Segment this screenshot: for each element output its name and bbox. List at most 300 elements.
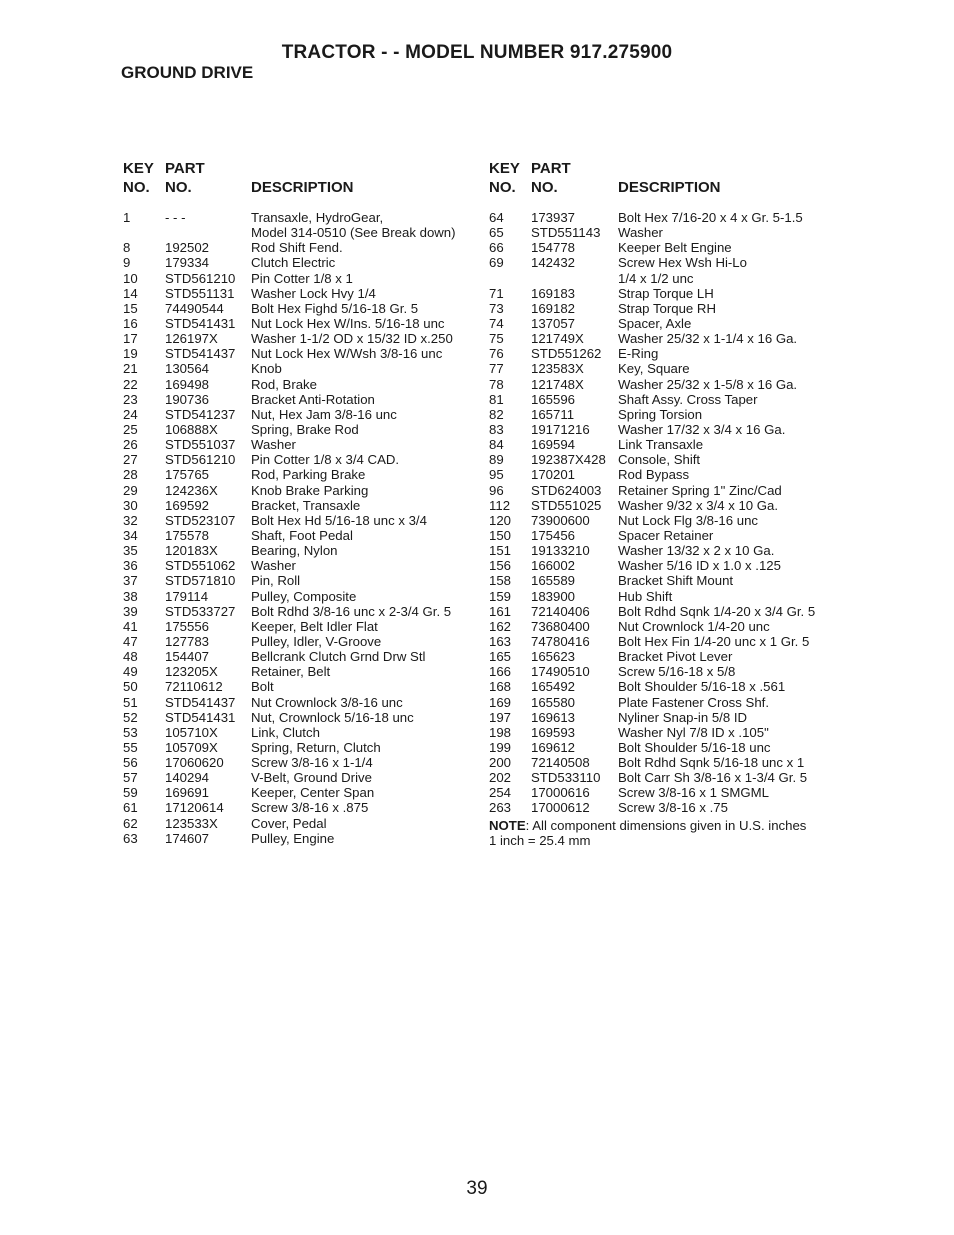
description: Washer xyxy=(251,437,296,453)
table-row xyxy=(123,558,473,573)
description: Screw 5/16-18 x 5/8 xyxy=(618,664,736,680)
key-number: 158 xyxy=(489,573,512,589)
table-row xyxy=(489,573,839,588)
description: Knob xyxy=(251,361,282,377)
key-number: 75 xyxy=(489,331,504,347)
description: Key, Square xyxy=(618,361,690,377)
part-number: STD571810 xyxy=(165,573,236,589)
table-row xyxy=(123,543,473,558)
key-number: 19 xyxy=(123,346,138,362)
table-row xyxy=(489,346,839,361)
note xyxy=(489,818,839,849)
key-number: 39 xyxy=(123,603,138,619)
table-row xyxy=(489,543,839,558)
key-number: 161 xyxy=(489,603,512,619)
description: Bracket, Transaxle xyxy=(251,497,361,513)
table-row xyxy=(123,679,473,694)
part-number: 165589 xyxy=(531,573,576,589)
description: Strap Torque LH xyxy=(618,285,714,301)
table-row xyxy=(123,437,473,452)
description: Washer 5/16 ID x 1.0 x .125 xyxy=(618,558,781,574)
description: Screw 3/8-16 x 1-1/4 xyxy=(251,755,373,771)
key-header: KEY xyxy=(489,160,520,177)
description: Strap Torque RH xyxy=(618,300,716,316)
description: Link Transaxle xyxy=(618,437,704,453)
description: Bellcrank Clutch Grnd Drw Stl xyxy=(251,649,426,665)
table-row xyxy=(123,392,473,407)
key-number: 200 xyxy=(489,755,512,771)
table-row xyxy=(489,800,839,815)
key-number: 84 xyxy=(489,437,504,453)
table-row xyxy=(123,210,473,225)
description: Bolt Shoulder 5/16-18 unc xyxy=(618,739,771,755)
key-number: 22 xyxy=(123,376,138,392)
description: Bolt Rdhd Sqnk 1/4-20 x 3/4 Gr. 5 xyxy=(618,603,816,619)
table-row xyxy=(123,240,473,255)
key-number: 57 xyxy=(123,770,138,786)
description: 1/4 x 1/2 unc xyxy=(618,270,694,286)
key-number: 36 xyxy=(123,558,138,574)
part-number: 126197X xyxy=(165,331,218,347)
description: Console, Shift xyxy=(618,452,701,468)
key-no-header: NO. xyxy=(123,179,150,196)
key-number: 34 xyxy=(123,527,138,543)
table-row xyxy=(489,210,839,225)
key-number: 37 xyxy=(123,573,138,589)
key-number: 263 xyxy=(489,800,512,816)
part-number: - - - xyxy=(165,210,186,225)
part-number: STD551131 xyxy=(165,285,235,301)
key-number: 16 xyxy=(123,315,138,331)
part-number: STD541431 xyxy=(165,315,236,331)
description: Washer Nyl 7/8 ID x .105" xyxy=(618,724,769,740)
table-row xyxy=(123,664,473,679)
table-row xyxy=(489,649,839,664)
description: Spring, Brake Rod xyxy=(251,421,359,437)
part-number: STD551143 xyxy=(531,225,601,241)
description: Retainer Spring 1" Zinc/Cad xyxy=(618,482,782,498)
section-title: GROUND DRIVE xyxy=(121,63,254,82)
description: Bracket Anti-Rotation xyxy=(251,391,375,407)
description: Washer 17/32 x 3/4 x 16 Ga. xyxy=(618,421,786,437)
description: Nut Lock Flg 3/8-16 unc xyxy=(618,512,759,528)
description: Model 314-0510 (See Break down) xyxy=(251,225,456,241)
part-header: PART xyxy=(531,160,571,177)
part-number: STD561210 xyxy=(165,452,236,468)
column-headers xyxy=(123,160,473,198)
description: Retainer, Belt xyxy=(251,664,331,680)
key-no-header: NO. xyxy=(489,179,516,196)
table-row xyxy=(123,800,473,815)
part-number: 179114 xyxy=(165,588,209,604)
table-row xyxy=(123,785,473,800)
part-number: STD551062 xyxy=(165,558,236,574)
part-number: 19133210 xyxy=(531,543,590,559)
page-number: 39 xyxy=(466,1178,488,1199)
description: Washer xyxy=(251,558,296,574)
table-row xyxy=(123,573,473,588)
part-number: 192387X428 xyxy=(531,452,606,468)
part-number: 166002 xyxy=(531,558,576,574)
part-number: 154778 xyxy=(531,240,576,256)
description: Bolt Rdhd Sqnk 5/16-18 unc x 1 xyxy=(618,755,805,771)
table-row xyxy=(489,725,839,740)
table-row xyxy=(489,619,839,634)
table-row xyxy=(489,513,839,528)
part-number: 19171216 xyxy=(531,421,590,437)
key-number: 77 xyxy=(489,361,504,377)
part-number: 169613 xyxy=(531,709,576,725)
table-row xyxy=(123,286,473,301)
description: Washer 1-1/2 OD x 15/32 ID x.250 xyxy=(251,331,453,347)
table-row xyxy=(123,695,473,710)
description: Bolt xyxy=(251,679,274,695)
part-number: 165596 xyxy=(531,391,576,407)
key-number: 81 xyxy=(489,391,504,407)
table-row xyxy=(489,452,839,467)
key-number: 168 xyxy=(489,679,512,695)
table-row xyxy=(489,271,839,286)
table-row xyxy=(123,755,473,770)
key-number: 64 xyxy=(489,210,504,225)
part-number: 17490510 xyxy=(531,664,590,680)
description: Spring Torsion xyxy=(618,406,703,422)
table-row xyxy=(123,589,473,604)
part-header: PART xyxy=(165,160,205,177)
table-row xyxy=(489,361,839,376)
key-number: 78 xyxy=(489,376,504,392)
description: Washer 13/32 x 2 x 10 Ga. xyxy=(618,543,775,559)
part-number: 17000616 xyxy=(531,785,590,801)
table-row xyxy=(489,225,839,240)
table-row xyxy=(489,498,839,513)
part-number: 169593 xyxy=(531,724,576,740)
key-number: 52 xyxy=(123,709,138,725)
part-number: STD533727 xyxy=(165,603,236,619)
table-row xyxy=(489,634,839,649)
part-no-header: NO. xyxy=(531,179,558,196)
part-number: 174607 xyxy=(165,830,210,846)
part-number: 72110612 xyxy=(165,679,223,695)
part-number: STD541237 xyxy=(165,406,236,422)
table-row xyxy=(489,437,839,452)
part-number: STD533110 xyxy=(531,770,601,786)
table-row xyxy=(123,740,473,755)
key-number: 47 xyxy=(123,633,138,649)
key-number: 48 xyxy=(123,649,138,665)
key-number: 32 xyxy=(123,512,138,528)
parts-rows xyxy=(123,210,473,846)
part-number: 123533X xyxy=(165,815,218,831)
part-number: 169182 xyxy=(531,300,576,316)
key-number: 29 xyxy=(123,482,138,498)
key-number: 120 xyxy=(489,512,512,528)
key-number: 17 xyxy=(123,331,138,347)
table-row xyxy=(489,528,839,543)
part-number: 169691 xyxy=(165,785,210,801)
description: Nut Lock Hex W/Ins. 5/16-18 unc xyxy=(251,315,445,331)
description: Bolt Hex Fighd 5/16-18 Gr. 5 xyxy=(251,300,419,316)
part-number: 106888X xyxy=(165,421,218,437)
note-conversion: 1 inch = 25.4 mm xyxy=(489,833,591,849)
table-row xyxy=(123,710,473,725)
table-row xyxy=(489,392,839,407)
key-number: 199 xyxy=(489,739,512,755)
table-row xyxy=(489,255,839,270)
key-number: 166 xyxy=(489,664,512,680)
part-number: 154407 xyxy=(165,649,210,665)
description: Pin, Roll xyxy=(251,573,301,589)
table-row xyxy=(123,528,473,543)
key-number: 163 xyxy=(489,633,512,649)
description: Washer 25/32 x 1-5/8 x 16 Ga. xyxy=(618,376,798,392)
description: Bolt Carr Sh 3/8-16 x 1-3/4 Gr. 5 xyxy=(618,770,808,786)
description: Pin Cotter 1/8 x 3/4 CAD. xyxy=(251,452,400,468)
part-number: STD541437 xyxy=(165,346,236,362)
key-number: 41 xyxy=(123,618,138,634)
part-number: 175556 xyxy=(165,618,210,634)
description: Bolt Shoulder 5/16-18 x .561 xyxy=(618,679,786,695)
table-row xyxy=(123,513,473,528)
key-number: 62 xyxy=(123,815,138,831)
description: Bracket Shift Mount xyxy=(618,573,734,589)
description: Nut Crownlock 3/8-16 unc xyxy=(251,694,403,710)
key-number: 69 xyxy=(489,255,504,271)
table-row xyxy=(123,377,473,392)
key-number: 151 xyxy=(489,543,512,559)
key-number: 95 xyxy=(489,467,504,483)
description: Rod Bypass xyxy=(618,467,690,483)
description: Shaft Assy. Cross Taper xyxy=(618,391,758,407)
description: Screw 3/8-16 x .75 xyxy=(618,800,728,816)
table-row xyxy=(489,377,839,392)
key-number: 56 xyxy=(123,755,138,771)
part-number: 123583X xyxy=(531,361,584,377)
key-number: 24 xyxy=(123,406,138,422)
table-row xyxy=(489,785,839,800)
description: Screw 3/8-16 x 1 SMGML xyxy=(618,785,769,801)
table-row xyxy=(123,225,473,240)
key-number: 165 xyxy=(489,649,512,665)
part-number: 17060620 xyxy=(165,755,224,771)
table-row xyxy=(489,664,839,679)
key-number: 63 xyxy=(123,830,138,846)
key-number: 55 xyxy=(123,739,138,755)
table-row xyxy=(489,558,839,573)
part-number: 169592 xyxy=(165,497,210,513)
key-number: 198 xyxy=(489,724,512,740)
part-number: 165711 xyxy=(531,406,575,422)
key-number: 25 xyxy=(123,421,138,437)
parts-list-right xyxy=(489,160,839,849)
table-row xyxy=(489,316,839,331)
part-number: 169498 xyxy=(165,376,210,392)
key-number: 71 xyxy=(489,285,504,301)
description: Pulley, Engine xyxy=(251,830,335,846)
part-number: 140294 xyxy=(165,770,210,786)
table-row xyxy=(123,816,473,831)
key-number: 202 xyxy=(489,770,512,786)
part-number: 165623 xyxy=(531,649,576,665)
key-number: 156 xyxy=(489,558,512,574)
key-number: 50 xyxy=(123,679,138,695)
table-row xyxy=(489,301,839,316)
table-row xyxy=(489,695,839,710)
part-number: 169183 xyxy=(531,285,576,301)
description: Keeper, Center Span xyxy=(251,785,375,801)
description: Nut, Hex Jam 3/8-16 unc xyxy=(251,406,397,422)
table-row xyxy=(123,498,473,513)
table-row xyxy=(123,770,473,785)
table-row xyxy=(123,407,473,422)
description: Clutch Electric xyxy=(251,255,336,271)
key-number: 159 xyxy=(489,588,512,604)
description: Keeper Belt Engine xyxy=(618,240,732,256)
key-number: 169 xyxy=(489,694,512,710)
part-number: 170201 xyxy=(531,467,576,483)
part-number: 175578 xyxy=(165,527,210,543)
table-row xyxy=(123,483,473,498)
key-number: 27 xyxy=(123,452,138,468)
key-number: 51 xyxy=(123,694,138,710)
description: Cover, Pedal xyxy=(251,815,327,831)
key-number: 23 xyxy=(123,391,138,407)
key-number: 35 xyxy=(123,543,138,559)
part-number: 123205X xyxy=(165,664,218,680)
part-number: 120183X xyxy=(165,543,218,559)
key-number: 162 xyxy=(489,618,512,634)
table-row xyxy=(489,483,839,498)
key-number: 82 xyxy=(489,406,504,422)
description: Bolt Hex Fin 1/4-20 unc x 1 Gr. 5 xyxy=(618,633,810,649)
part-number: 124236X xyxy=(165,482,218,498)
description: Pulley, Idler, V-Groove xyxy=(251,633,382,649)
table-row xyxy=(123,301,473,316)
part-number: 169594 xyxy=(531,437,576,453)
part-number: 190736 xyxy=(165,391,210,407)
part-number: STD624003 xyxy=(531,482,602,498)
key-number: 73 xyxy=(489,300,504,316)
key-number: 65 xyxy=(489,225,504,241)
description: Bolt Hex Hd 5/16-18 unc x 3/4 xyxy=(251,512,427,528)
table-row xyxy=(489,407,839,422)
parts-rows xyxy=(489,210,839,816)
key-header: KEY xyxy=(123,160,154,177)
key-number: 96 xyxy=(489,482,504,498)
key-number: 66 xyxy=(489,240,504,256)
description: Shaft, Foot Pedal xyxy=(251,527,353,543)
table-row xyxy=(123,831,473,846)
table-row xyxy=(489,770,839,785)
description: Plate Fastener Cross Shf. xyxy=(618,694,769,710)
key-number: 59 xyxy=(123,785,138,801)
table-row xyxy=(489,240,839,255)
description: Washer 9/32 x 3/4 x 10 Ga. xyxy=(618,497,779,513)
key-number: 26 xyxy=(123,437,138,453)
key-number: 74 xyxy=(489,315,504,331)
part-number: 130564 xyxy=(165,361,210,377)
description: Washer xyxy=(618,225,663,241)
part-number: STD551025 xyxy=(531,497,602,513)
table-row xyxy=(489,422,839,437)
description: Spring, Return, Clutch xyxy=(251,739,381,755)
key-number: 38 xyxy=(123,588,138,604)
key-number: 83 xyxy=(489,421,504,437)
key-number: 1 xyxy=(123,210,131,225)
key-number: 15 xyxy=(123,300,138,316)
part-number: 169612 xyxy=(531,739,576,755)
description: Nyliner Snap-in 5/8 ID xyxy=(618,709,748,725)
description-header: DESCRIPTION xyxy=(251,179,354,196)
table-row xyxy=(123,255,473,270)
key-number: 61 xyxy=(123,800,138,816)
table-row xyxy=(123,346,473,361)
table-row xyxy=(489,604,839,619)
description: V-Belt, Ground Drive xyxy=(251,770,372,786)
description: Nut Crownlock 1/4-20 unc xyxy=(618,618,770,634)
description: Pin Cotter 1/8 x 1 xyxy=(251,270,353,286)
key-number: 150 xyxy=(489,527,512,543)
description: Knob Brake Parking xyxy=(251,482,369,498)
part-number: STD541437 xyxy=(165,694,236,710)
description: Spacer Retainer xyxy=(618,527,714,543)
table-row xyxy=(489,589,839,604)
description: Transaxle, HydroGear, xyxy=(251,210,384,225)
description: Bracket Pivot Lever xyxy=(618,649,733,665)
description: Screw 3/8-16 x .875 xyxy=(251,800,369,816)
part-number: 121748X xyxy=(531,376,584,392)
table-row xyxy=(489,286,839,301)
part-number: 165580 xyxy=(531,694,576,710)
part-number: 17120614 xyxy=(165,800,224,816)
key-number: 254 xyxy=(489,785,512,801)
page-title: TRACTOR - - MODEL NUMBER 917.275900 xyxy=(281,42,673,63)
part-number: 74490544 xyxy=(165,300,224,316)
part-number: 72140406 xyxy=(531,603,590,619)
table-row xyxy=(123,452,473,467)
description: Screw Hex Wsh Hi-Lo xyxy=(618,255,747,271)
description: Hub Shift xyxy=(618,588,673,604)
part-number: 137057 xyxy=(531,315,576,331)
table-row xyxy=(123,634,473,649)
description: Bolt Rdhd 3/8-16 unc x 2-3/4 Gr. 5 xyxy=(251,603,452,619)
part-number: 121749X xyxy=(531,331,584,347)
part-number: 183900 xyxy=(531,588,576,604)
table-row xyxy=(123,649,473,664)
table-row xyxy=(123,361,473,376)
part-number: STD551037 xyxy=(165,437,236,453)
note-label: NOTE xyxy=(489,817,526,833)
key-number: 9 xyxy=(123,255,131,271)
key-number: 10 xyxy=(123,270,138,286)
part-number: 105709X xyxy=(165,739,218,755)
table-row xyxy=(123,604,473,619)
description: Rod, Parking Brake xyxy=(251,467,366,483)
part-number: 175765 xyxy=(165,467,210,483)
part-number: STD541431 xyxy=(165,709,236,725)
table-row xyxy=(489,467,839,482)
part-number: 179334 xyxy=(165,255,210,271)
table-row xyxy=(489,740,839,755)
note-text: : All component dimensions given in U.S. inches xyxy=(525,817,807,833)
description: E-Ring xyxy=(618,346,659,362)
part-number: 127783 xyxy=(165,633,210,649)
part-no-header: NO. xyxy=(165,179,192,196)
key-number: 30 xyxy=(123,497,138,513)
key-number: 21 xyxy=(123,361,138,377)
part-number: 105710X xyxy=(165,724,218,740)
key-number: 197 xyxy=(489,709,512,725)
